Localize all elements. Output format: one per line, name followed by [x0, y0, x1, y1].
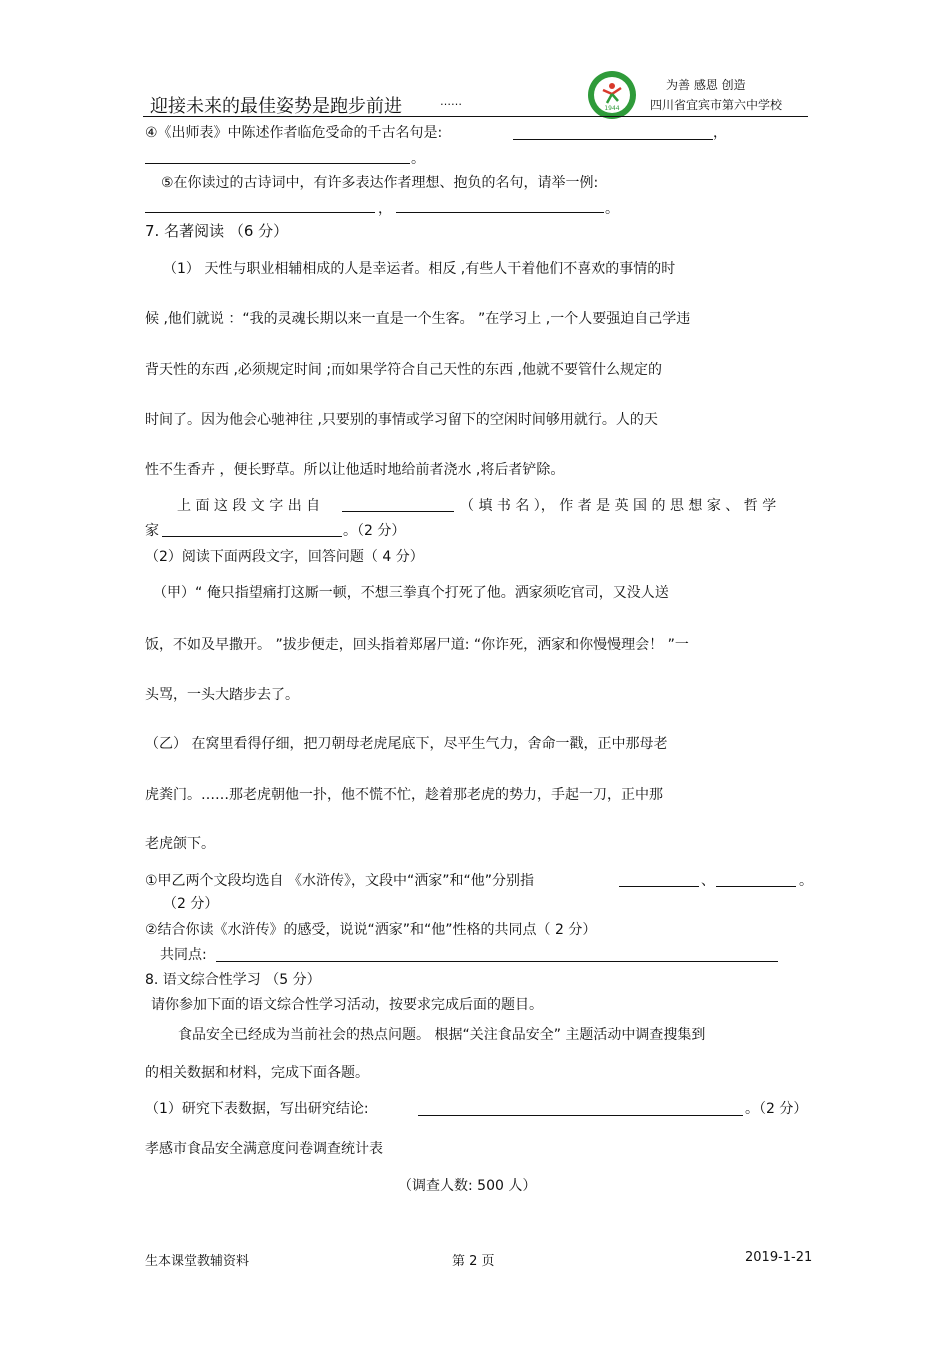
header-ellipsis: …… — [440, 95, 462, 108]
q7-2-sub2: ②结合你读《水浒传》的感受，说说“洒家”和“他”性格的共同点（ 2 分） — [145, 922, 597, 938]
q6-item4-blank-2[interactable] — [145, 162, 410, 164]
q6-item4-period: 。 — [411, 151, 425, 167]
q8-1-prompt: （1）研究下表数据，写出研究结论: — [145, 1101, 369, 1117]
footer-date: 2019-1-21 — [745, 1250, 813, 1265]
q7-yi-line-2: 虎粪门。……那老虎朝他一扑，他不慌不忙，趁着那老虎的势力，手起一刀，正中那 — [145, 787, 663, 803]
school-logo-icon — [588, 71, 636, 119]
footer-source: 生本课堂教辅资料 — [145, 1254, 250, 1269]
q7-1-score: 。（2 分） — [343, 523, 406, 539]
q6-item5-blank-1[interactable] — [145, 211, 375, 213]
section8-passage-line-2: 的相关数据和材料，完成下面各题。 — [145, 1065, 369, 1081]
q8-1-score: 。（2 分） — [745, 1101, 808, 1117]
section7-title: 7. 名著阅读 （6 分） — [145, 222, 289, 240]
q6-item5-period: 。 — [605, 201, 619, 217]
survey-count: （调查人数: 500 人） — [398, 1178, 537, 1194]
q7-2-sub1-blank-1[interactable] — [619, 885, 699, 887]
footer-page-number: 第 2 页 — [452, 1254, 495, 1269]
q6-item5: ⑤在你读过的古诗词中，有许多表达作者理想、抱负的名句，请举一例: — [161, 175, 599, 191]
section8-intro: 请你参加下面的语文综合性学习活动，按要求完成后面的题目。 — [151, 997, 543, 1013]
q7-1-source-prompt: 上 面 这 段 文 字 出 自 — [177, 498, 321, 514]
q7-2-sub1-period: 。 — [799, 873, 813, 889]
q7-jia-line-2: 饭，不如及早撒开。 ”拔步便走，回头指着郑屠尸道: “你诈死，洒家和你慢慢理会！ ”一 — [145, 637, 689, 653]
q7-passage-line-3: 背天性的东西 ,必须规定时间 ;而如果学符合自己天性的东西 ,他就不要管什么规定的 — [145, 362, 662, 378]
q6-item4: ④《出师表》中陈述作者临危受命的千古名句是: — [145, 125, 443, 141]
q7-jia-line-1: （甲）“ 俺只指望痛打这厮一顿，不想三拳真个打死了他。洒家须吃官司，又没人送 — [153, 585, 669, 601]
q7-2-sub1-score: （2 分） — [163, 896, 219, 912]
q7-2-sub2-label: 共同点: — [160, 947, 207, 963]
q7-passage-line-4: 时间了。因为他会心驰神往 ,只要别的事情或学习留下的空闲时间够用就行。人的天 — [145, 412, 658, 428]
q6-item4-comma: ， — [713, 125, 727, 141]
q7-1-author-prompt: （ 填 书 名 ）， 作 者 是 英 国 的 思 想 家 、 哲 学 — [460, 498, 777, 514]
q7-passage-line-1: （1） 天性与职业相辅相成的人是幸运者。相反 ,有些人干着他们不喜欢的事情的时 — [163, 261, 676, 277]
q7-2-sub1-separator: 、 — [701, 873, 715, 889]
logo-year: 1944 — [604, 105, 620, 112]
section8-passage-line-1: 食品安全已经成为当前社会的热点问题。 根据“关注食品安全” 主题活动中调查搜集到 — [178, 1027, 706, 1043]
header-school-name: 四川省宜宾市第六中学校 — [650, 98, 783, 112]
q6-item5-blank-2[interactable] — [396, 211, 604, 213]
header-divider — [143, 116, 808, 117]
survey-table-title: 孝感市食品安全满意度问卷调查统计表 — [145, 1141, 383, 1157]
section8-title: 8. 语文综合性学习 （5 分） — [145, 972, 321, 988]
runner-icon — [594, 77, 630, 113]
q6-item4-blank-1[interactable] — [513, 138, 713, 140]
header-motto: 为善 感恩 创造 — [666, 78, 746, 92]
q7-jia-line-3: 头骂，一头大踏步去了。 — [145, 687, 299, 703]
q7-passage-line-5: 性不生香卉 ，便长野草。所以让他适时地给前者浇水 ,将后者铲除。 — [145, 462, 565, 478]
header-title: 迎接未来的最佳姿势是跑步前进 — [150, 96, 402, 117]
q7-2-prompt: （2）阅读下面两段文字，回答问题（ 4 分） — [145, 549, 424, 565]
q7-1-book-blank[interactable] — [342, 510, 454, 512]
q7-yi-line-1: （乙） 在窝里看得仔细，把刀朝母老虎尾底下，尽平生气力，舍命一戳，正中那母老 — [145, 736, 668, 752]
q7-passage-line-2: 候 ,他们就说 ：“我的灵魂长期以来一直是一个生客。 ”在学习上 ,一个人要强迫自己学违 — [145, 311, 691, 327]
q7-2-sub1-blank-2[interactable] — [716, 885, 796, 887]
q7-1-author-prefix: 家 — [145, 523, 159, 539]
q7-1-author-blank[interactable] — [162, 535, 342, 537]
q7-yi-line-3: 老虎颌下。 — [145, 836, 215, 852]
q8-1-conclusion-blank[interactable] — [418, 1114, 743, 1116]
q7-2-sub1: ①甲乙两个文段均选自 《水浒传》，文段中“洒家”和“他”分别指 — [145, 873, 535, 889]
q7-2-sub2-blank[interactable] — [216, 960, 778, 962]
q6-item5-comma: ， — [378, 201, 392, 217]
